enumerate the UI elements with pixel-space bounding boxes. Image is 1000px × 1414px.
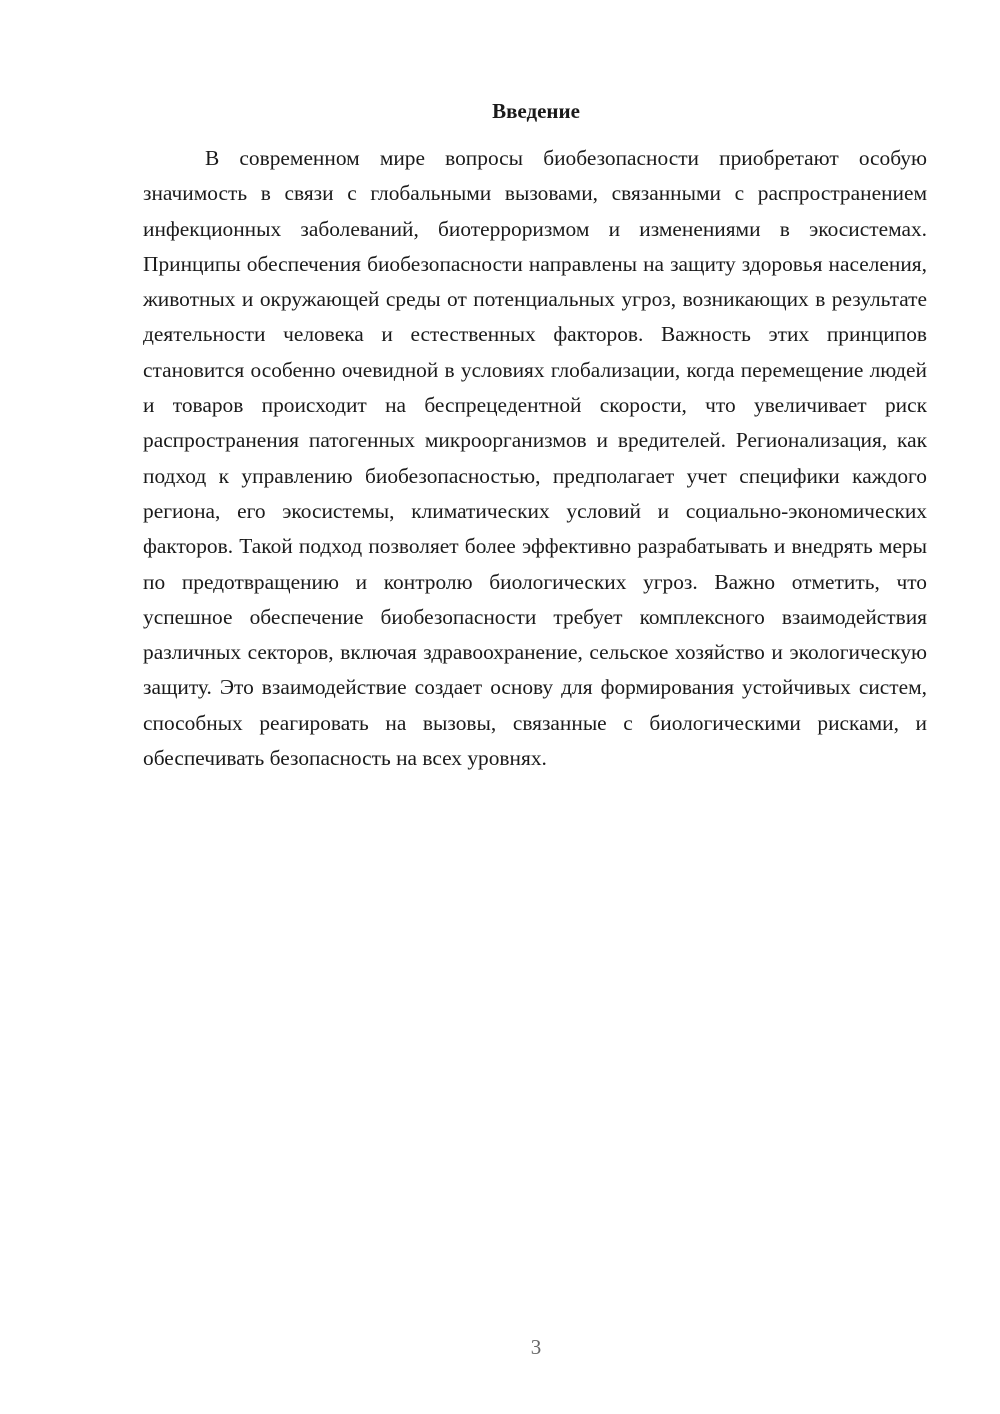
body-paragraph: В современном мире вопросы биобезопасности приобретают особую значимость в связи с глобальными вызовами, связанными с распространением инфекционных заболеваний, биотерроризмом и изменениями в экосистемах. Принципы обеспечения биобезопасности направлены на защиту здоровья населения, животных и окружающей среды от потенциальных угроз, возникающих в результате деятельности человека и естественных факторов. Важность этих принципов становится особенно очевидной в условиях глобализации, когда перемещение людей и товаров происходит на беспрецедентной скорости, что увеличивает риск распространения патогенных микроорганизмов и вредителей. Регионализация, как подход к управлению биобезопасностью, предполагает учет специфики каждого региона, его экосистемы, климатических условий и социально-экономических факторов. Такой подход позволяет более эффективно разрабатывать и внедрять меры по предотвращению и контролю биологических угроз. Важно отметить, что успешное обеспечение биобезопасности требует комплексного взаимодействия различных секторов, включая здравоохранение, сельское хозяйство и экологическую защиту. Это взаимодействие создает основу для формирования устойчивых систем, способных реагировать на вызовы, связанные с биологическими рисками, и обеспечивать безопасность на всех уровнях. <box>143 146 927 771</box>
page-number: 3 <box>530 1335 542 1359</box>
section-heading: Введение <box>492 99 580 123</box>
